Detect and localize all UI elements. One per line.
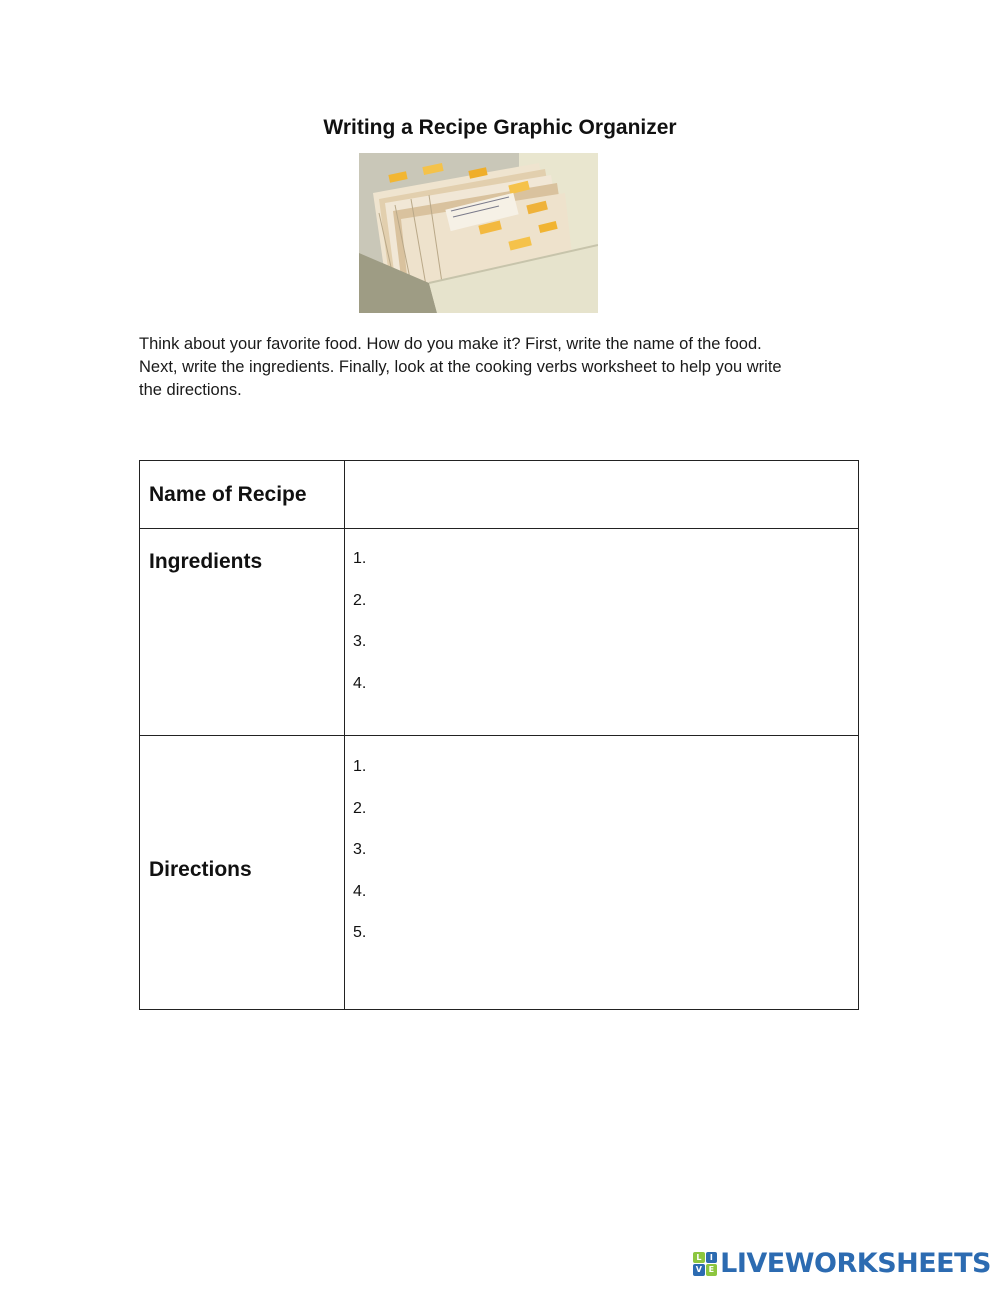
instructions-line: Think about your favorite food. How do you make it? First, write the name of the food. (139, 335, 762, 353)
live-block-v: V (693, 1264, 705, 1276)
instructions-text (139, 333, 859, 402)
live-block-l: L (693, 1252, 705, 1264)
name-row (140, 461, 859, 529)
directions-list (345, 736, 858, 954)
directions-row (140, 736, 859, 1010)
instructions-line: Next, write the ingredients. Finally, look at the cooking verbs worksheet to help you write (139, 358, 782, 376)
live-blocks-icon (693, 1252, 717, 1276)
instructions-line: the directions. (139, 381, 242, 399)
liveworksheets-logo (693, 1248, 991, 1279)
ingredients-row (140, 529, 859, 736)
live-block-i: I (706, 1252, 718, 1264)
name-of-recipe-field[interactable] (345, 461, 859, 529)
direction-number: 1. (353, 758, 367, 775)
ingredients-field[interactable] (345, 529, 859, 736)
live-block-e: E (706, 1264, 718, 1276)
ingredient-number: 2. (353, 591, 367, 609)
ingredient-number: 4. (353, 674, 367, 692)
recipe-file-box-photo (359, 153, 598, 313)
ingredient-number: 1. (353, 550, 367, 567)
page-title: Writing a Recipe Graphic Organizer (323, 116, 677, 139)
direction-number: 2. (353, 799, 367, 817)
ingredient-number: 3. (353, 633, 367, 650)
directions-field[interactable] (345, 736, 859, 1010)
name-of-recipe-label: Name of Recipe (140, 461, 345, 529)
recipe-organizer-table (139, 460, 859, 1010)
direction-number: 4. (353, 882, 367, 900)
directions-label: Directions (140, 736, 345, 1010)
ingredients-label: Ingredients (140, 529, 345, 736)
ingredients-list (345, 529, 858, 704)
direction-number: 3. (353, 841, 367, 858)
direction-number: 5. (353, 924, 367, 941)
liveworksheets-wordmark: LIVEWORKSHEETS (720, 1248, 991, 1279)
